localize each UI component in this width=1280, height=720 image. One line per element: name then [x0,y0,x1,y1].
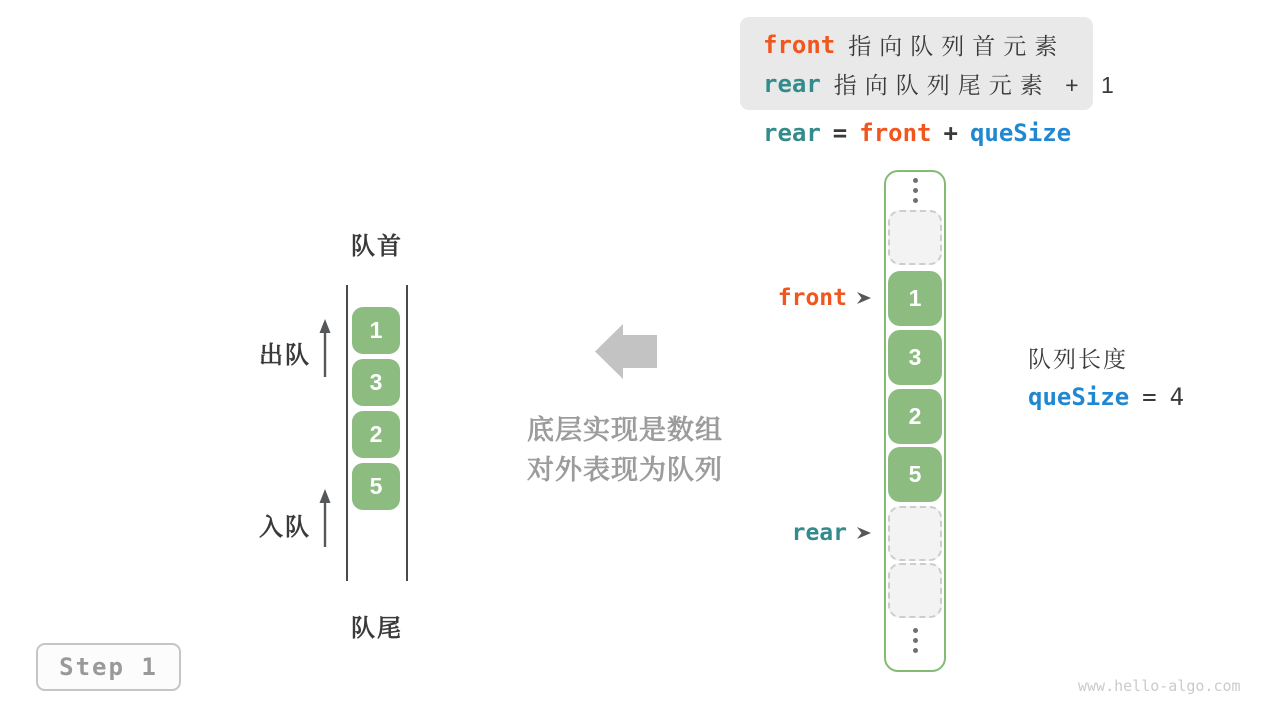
queue-length-label: 队列长度 [1028,346,1128,372]
quesize-equals: = [1142,383,1157,411]
dequeue-label: 出队 [259,342,311,369]
queue-wall-right [406,285,408,581]
quesize-var: queSize [1028,383,1130,411]
watermark: www.hello-algo.com [1078,677,1241,695]
quesize-value: 4 [1169,383,1185,411]
front-description: 指向队列首元素 [848,33,1066,59]
array-cell: 2 [888,389,942,444]
queue-cell: 2 [352,411,400,458]
array-cell: 1 [888,271,942,326]
queue-cell: 5 [352,463,400,510]
rear-description: 指向队列尾元素 + 1 [833,72,1122,98]
step-label: Step 1 [59,653,158,681]
array-cell-empty [888,506,942,561]
array-container [884,170,946,672]
quesize-equation [1028,383,1184,411]
array-cell: 3 [888,330,942,385]
front-pointer-arrow-icon [857,291,872,305]
array-cell-empty [888,210,942,265]
queue-wall-left [346,285,348,581]
rear-pointer-label: rear [791,520,847,546]
pointer-formula [763,119,1071,147]
dequeue-up-arrow-icon [317,319,333,379]
formula-rear: rear [763,119,821,147]
front-pointer-label: front [777,285,847,311]
formula-plus: + [943,119,958,147]
queue-cell: 3 [352,359,400,406]
rear-pointer-arrow-icon [857,526,872,540]
legend-line-front [763,25,1093,64]
rear-keyword: rear [763,69,821,98]
formula-equals: = [832,119,848,147]
queue-rear-label: 队尾 [351,615,403,642]
formula-quesize: queSize [969,119,1072,147]
formula-front: front [859,119,932,147]
caption-line2: 对外表现为队列 [527,455,723,485]
legend-box [740,17,1122,110]
ellipsis-top-icon [886,178,944,203]
step-badge [36,643,181,691]
queue-front-label: 队首 [351,233,403,260]
array-cell: 5 [888,447,942,502]
enqueue-label: 入队 [259,514,311,541]
enqueue-up-arrow-icon [317,489,333,549]
queue-length-info [1028,341,1184,411]
caption [515,410,735,490]
ellipsis-bottom-icon [886,628,944,653]
array-cell-empty [888,563,942,618]
caption-line1: 底层实现是数组 [527,415,723,445]
rear-pointer [740,519,872,547]
front-keyword: front [763,30,836,59]
left-block-arrow-icon [595,324,657,379]
front-pointer [740,284,872,312]
legend-line-rear [763,64,1122,103]
queue-cell: 1 [352,307,400,354]
